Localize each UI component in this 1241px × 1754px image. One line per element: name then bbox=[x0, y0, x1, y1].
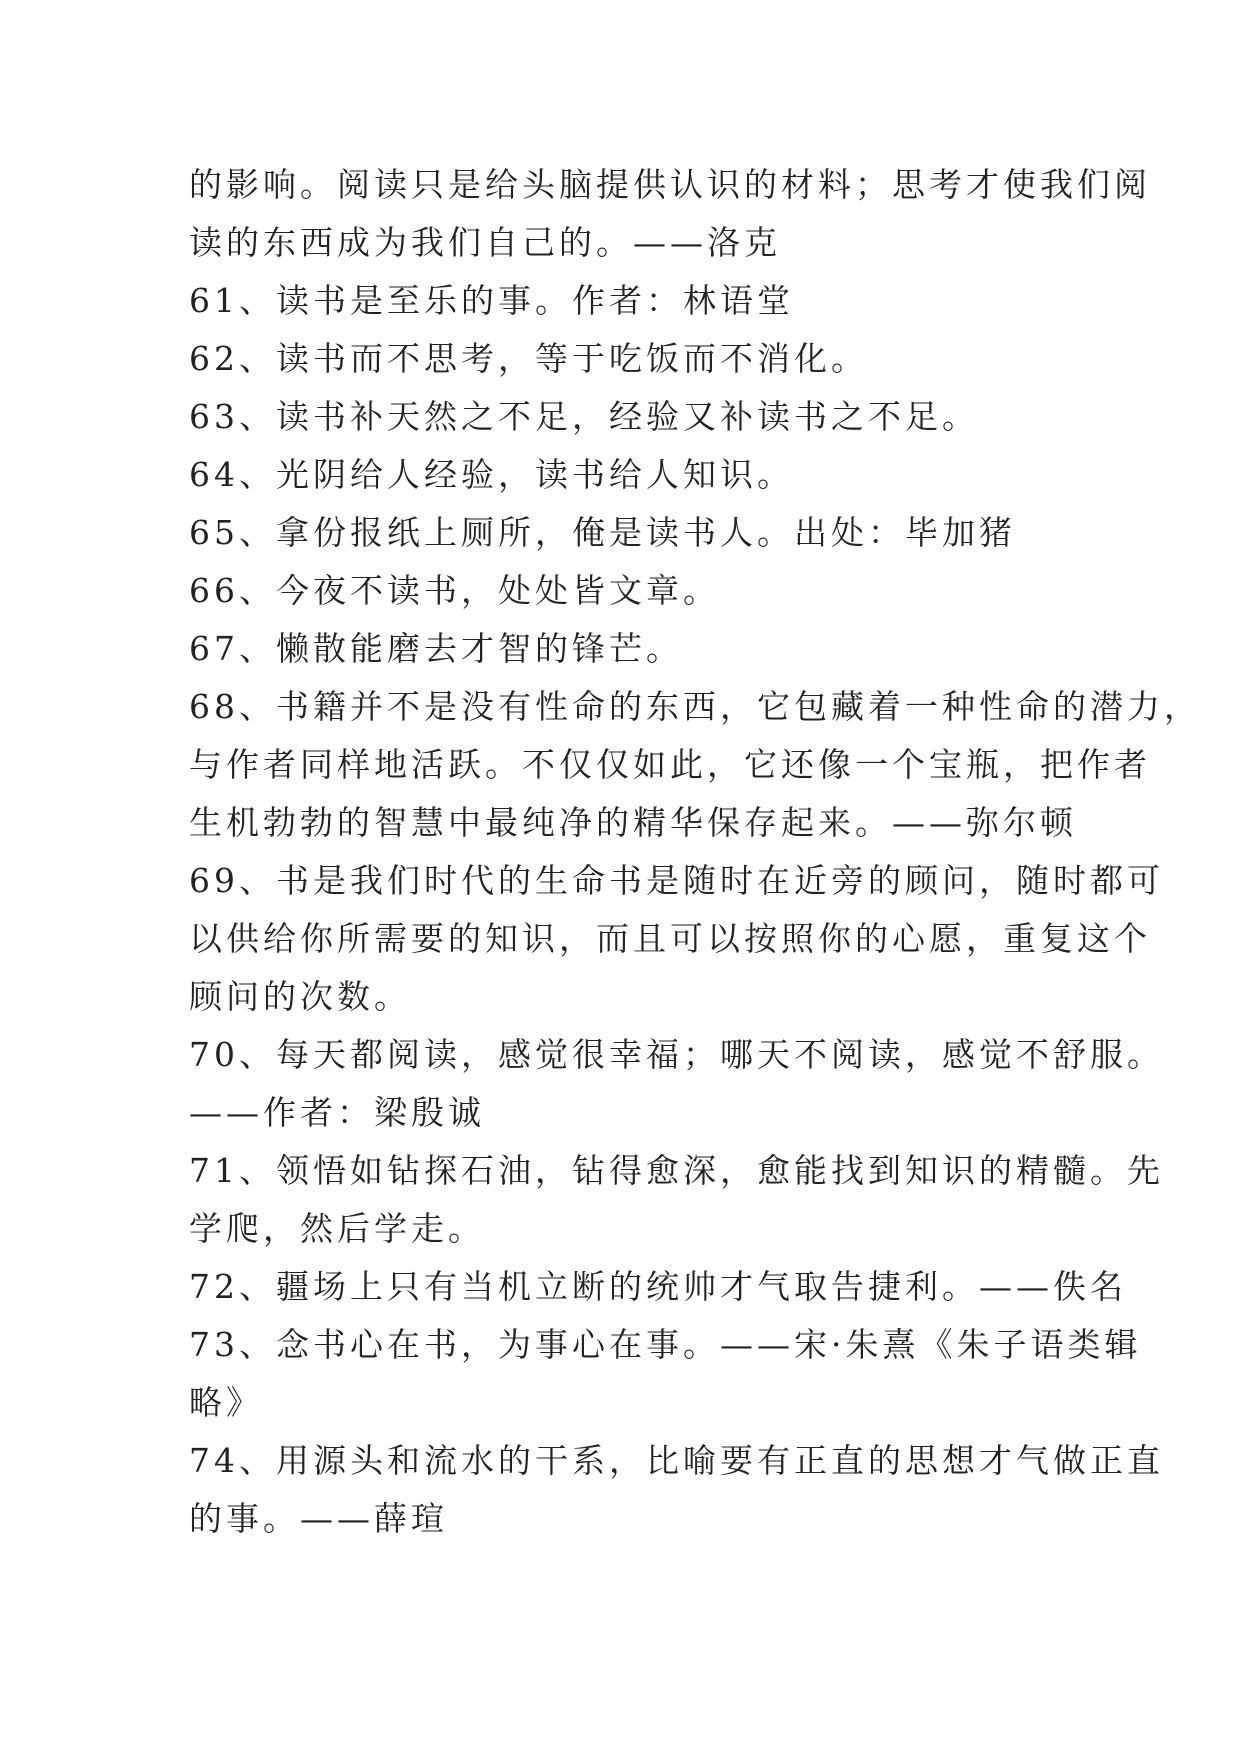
text-line: 72、疆场上只有当机立断的统帅才气取告捷利。——佚名 bbox=[189, 1267, 1127, 1306]
text-line: 的影响。阅读只是给头脑提供认识的材料；思考才使我们阅 bbox=[189, 165, 1151, 204]
text-line: 顾问的次数。 bbox=[189, 977, 411, 1016]
text-line: 74、用源头和流水的干系，比喻要有正直的思想才气做正直 bbox=[189, 1441, 1164, 1480]
text-line: 读的东西成为我们自己的。——洛克 bbox=[189, 223, 781, 262]
text-line: 67、懒散能磨去才智的锋芒。 bbox=[189, 629, 683, 668]
text-line: 以供给你所需要的知识，而且可以按照你的心愿，重复这个 bbox=[189, 919, 1151, 958]
text-line: 的事。——薛瑄 bbox=[189, 1499, 448, 1538]
text-line: 65、拿份报纸上厕所，俺是读书人。出处：毕加猪 bbox=[189, 513, 1016, 552]
text-line: 63、读书补天然之不足，经验又补读书之不足。 bbox=[189, 397, 979, 436]
text-line: 69、书是我们时代的生命书是随时在近旁的顾问，随时都可 bbox=[189, 861, 1164, 900]
text-line: 66、今夜不读书，处处皆文章。 bbox=[189, 571, 720, 610]
text-line: 68、书籍并不是没有性命的东西，它包藏着一种性命的潜力， bbox=[189, 687, 1201, 726]
text-line: 73、念书心在书，为事心在事。——宋·朱熹《朱子语类辑 bbox=[189, 1325, 1142, 1364]
text-line: 学爬，然后学走。 bbox=[189, 1209, 485, 1248]
text-line: 64、光阴给人经验，读书给人知识。 bbox=[189, 455, 794, 494]
text-line: 生机勃勃的智慧中最纯净的精华保存起来。——弥尔顿 bbox=[189, 803, 1077, 842]
text-line: 略》 bbox=[189, 1383, 263, 1422]
text-line: 62、读书而不思考，等于吃饭而不消化。 bbox=[189, 339, 868, 378]
text-line: 与作者同样地活跃。不仅仅如此，它还像一个宝瓶，把作者 bbox=[189, 745, 1151, 784]
text-line: 71、领悟如钻探石油，钻得愈深，愈能找到知识的精髓。先 bbox=[189, 1151, 1164, 1190]
text-line: ——作者：梁殷诚 bbox=[189, 1093, 485, 1132]
text-line: 70、每天都阅读，感觉很幸福；哪天不阅读，感觉不舒服。 bbox=[189, 1035, 1164, 1074]
document-body-text bbox=[189, 156, 1201, 1548]
text-line: 61、读书是至乐的事。作者：林语堂 bbox=[189, 281, 794, 320]
